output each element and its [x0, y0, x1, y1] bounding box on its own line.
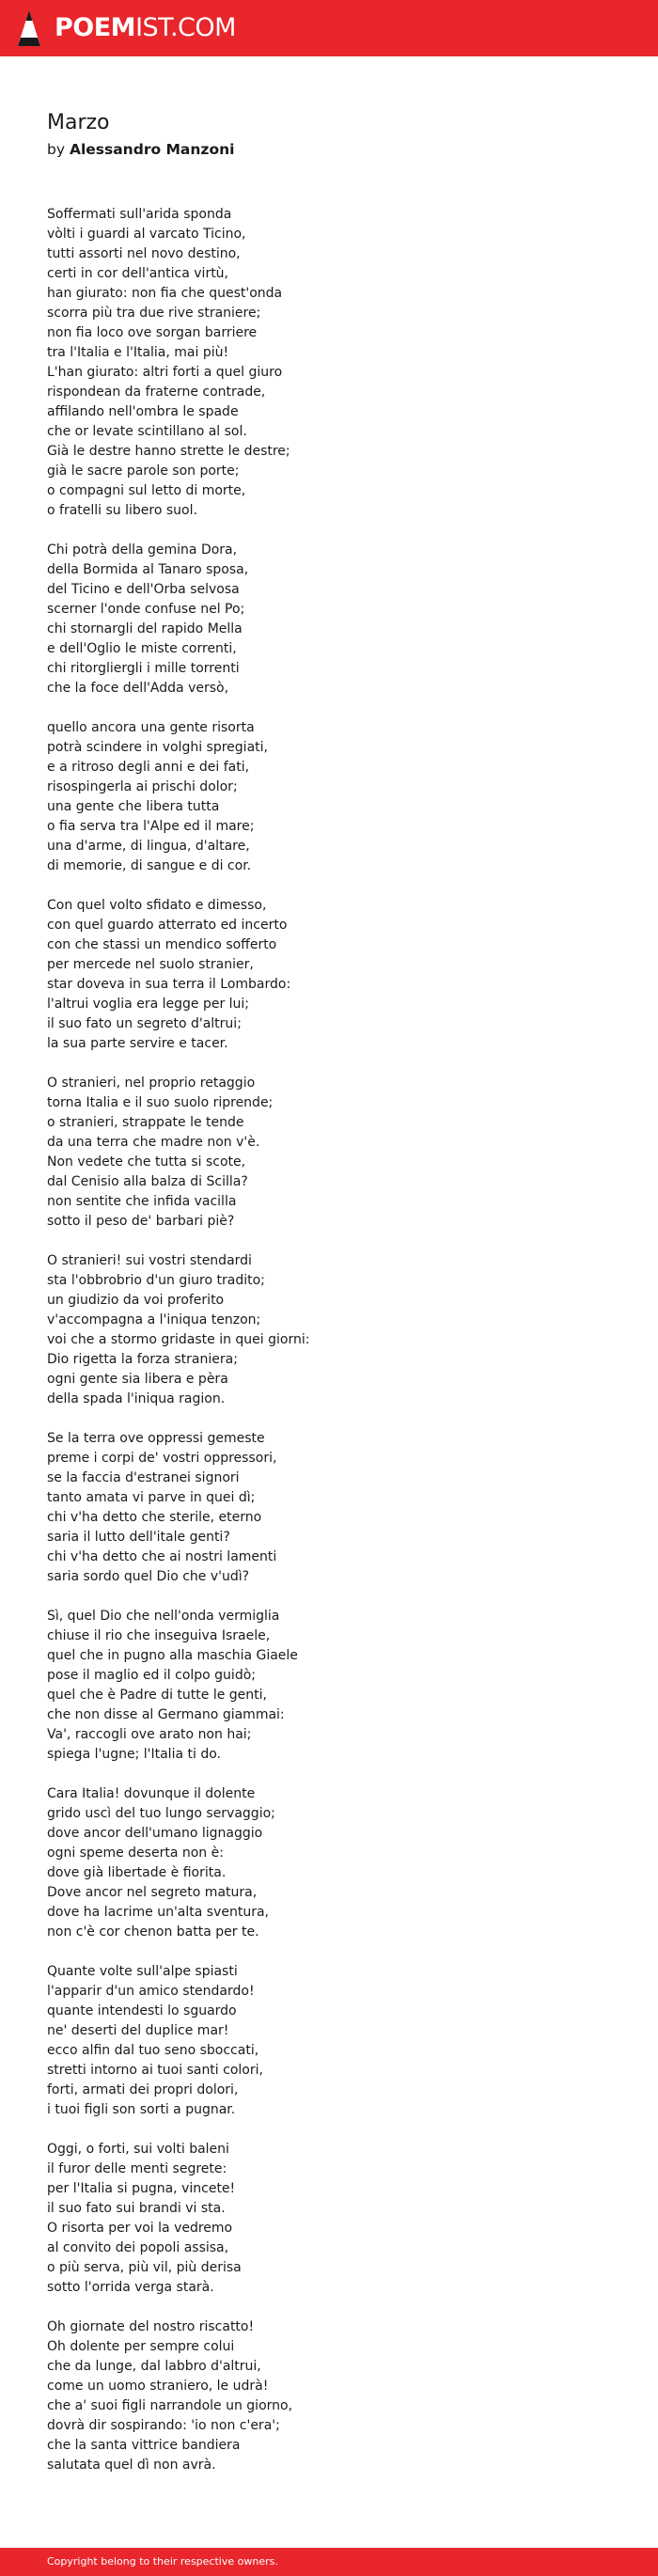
- poem-line: l'apparir d'un amico stendardo!: [47, 1984, 255, 1999]
- poem-line: non c'è cor chenon batta per te.: [47, 1924, 259, 1940]
- poem-line: Già le destre hanno strette le destre;: [47, 444, 290, 459]
- poem-line: del Ticino e dell'Orba selvosa: [47, 582, 240, 597]
- poem-line: un giudizio da voi proferito: [47, 1293, 225, 1308]
- poem-line: sotto il peso de' barbari piè?: [47, 1214, 235, 1229]
- poem-line: Non vedete che tutta si scote,: [47, 1154, 246, 1170]
- poem-stanza: [47, 1784, 630, 1942]
- poem-line: stretti intorno ai tuoi santi colori,: [47, 2063, 263, 2078]
- poem-line: Sì, quel Dio che nell'onda vermiglia: [47, 1609, 280, 1624]
- poem-line: scorra più tra due rive straniere;: [47, 306, 261, 321]
- site-footer: [0, 2548, 658, 2576]
- poem-line: che da lunge, dal labbro d'altrui,: [47, 2359, 261, 2374]
- poem-line: dal Cenisio alla balza di Scilla?: [47, 1174, 248, 1189]
- poem-line: sotto l'orrida verga starà.: [47, 2280, 214, 2295]
- logo-text: [55, 9, 236, 47]
- poem-line: che non disse al Germano giammai:: [47, 1707, 285, 1722]
- poem-line: Cara Italia! dovunque il dolente: [47, 1786, 256, 1801]
- poem-line: grido uscì del tuo lungo servaggio;: [47, 1806, 275, 1821]
- poem-line: che la santa vittrice bandiera: [47, 2438, 241, 2453]
- poem-stanza: [47, 541, 630, 699]
- poem-line: chi v'ha detto che sterile, eterno: [47, 1510, 262, 1525]
- poem-line: di memorie, di sangue e di cor.: [47, 858, 252, 873]
- poem-line: spiega l'ugne; l'Italia ti do.: [47, 1747, 221, 1762]
- poem-stanza: [47, 1429, 630, 1587]
- poem-stanza: [47, 1251, 630, 1409]
- poem-line: da una terra che madre non v'è.: [47, 1135, 260, 1150]
- poem-line: O stranieri, nel proprio retaggio: [47, 1076, 256, 1091]
- poem-line: una gente che libera tutta: [47, 799, 220, 814]
- poem-line: potrà scindere in volghi spregiati,: [47, 740, 268, 755]
- poem-line: risospingerla ai prischi dolor;: [47, 779, 238, 794]
- poem-line: voi che a stormo gridaste in quei giorni:: [47, 1332, 310, 1347]
- poem-line: ne' deserti del duplice mar!: [47, 2023, 229, 2038]
- poem-line: dove ancor dell'umano lignaggio: [47, 1826, 263, 1841]
- poem-line: saria il lutto dell'itale genti?: [47, 1530, 230, 1545]
- poem-line: Va', raccogli ove arato non hai;: [47, 1727, 252, 1742]
- poem-line: Chi potrà della gemina Dora,: [47, 542, 238, 558]
- poem-line: che or levate scintillano al sol.: [47, 424, 247, 439]
- poem-line: O stranieri! sui vostri stendardi: [47, 1253, 252, 1268]
- poem-line: chi stornargli del rapido Mella: [47, 621, 243, 636]
- poem-line: o fia serva tra l'Alpe ed il mare;: [47, 819, 255, 834]
- poem-line: quel che in pugno alla maschia Giaele: [47, 1648, 298, 1663]
- poem-line: v'accompagna a l'iniqua tenzon;: [47, 1312, 261, 1327]
- poem-title: Marzo: [47, 111, 110, 134]
- poem-stanza: [47, 1607, 630, 1765]
- poem-line: non sentite che infida vacilla: [47, 1194, 237, 1209]
- poem-line: per l'Italia si pugna, vincete!: [47, 2181, 236, 2196]
- poem-line: tutti assorti nel novo destino,: [47, 246, 241, 261]
- poem-line: per mercede nel suolo stranier,: [47, 957, 254, 972]
- poem-line: tanto amata vi parve in quei dì;: [47, 1490, 256, 1505]
- by-label: by: [47, 141, 66, 158]
- poem-line: Oh giornate del nostro riscatto!: [47, 2319, 255, 2334]
- poem-line: Oh dolente per sempre colui: [47, 2339, 235, 2354]
- poem-line: al convito dei popoli assisa,: [47, 2240, 229, 2255]
- poem-line: con quel guardo atterrato ed incerto: [47, 918, 288, 933]
- poem-line: torna Italia e il suo suolo riprende;: [47, 1095, 274, 1110]
- poem-line: Oggi, o forti, sui volti baleni: [47, 2142, 229, 2157]
- poem-line: Se la terra ove oppressi gemeste: [47, 1431, 265, 1446]
- poem-line: Con quel volto sfidato e dimesso,: [47, 898, 267, 913]
- poem-line: o stranieri, strappate le tende: [47, 1115, 244, 1130]
- poem-line: che a' suoi figli narrandole un giorno,: [47, 2398, 293, 2413]
- site-logo[interactable]: [17, 9, 236, 47]
- poem-line: se la faccia d'estranei signori: [47, 1470, 240, 1485]
- poem-line: han giurato: non fia che quest'onda: [47, 286, 283, 301]
- poem-line: il furor delle menti segrete:: [47, 2161, 227, 2176]
- poem-line: Dove ancor nel segreto matura,: [47, 1885, 258, 1900]
- poem-line: chiuse il rio che inseguiva Israele,: [47, 1628, 271, 1643]
- poem-line: e dell'Oglio le miste correnti,: [47, 641, 237, 656]
- poem-line: Quante volte sull'alpe spiasti: [47, 1964, 238, 1979]
- poem-line: con che stassi un mendico sofferto: [47, 937, 277, 952]
- pencil-logo-icon: [17, 9, 41, 47]
- poem-line: già le sacre parole son porte;: [47, 463, 240, 479]
- poem-stanza: [47, 2317, 630, 2475]
- poem-line: saria sordo quel Dio che v'udì?: [47, 1569, 250, 1584]
- poem-line: scerner l'onde confuse nel Po;: [47, 602, 245, 617]
- poem-line: il suo fato un segreto d'altrui;: [47, 1016, 242, 1031]
- poem-line: preme i corpi de' vostri oppressori,: [47, 1451, 277, 1466]
- poem-line: chi v'ha detto che ai nostri lamenti: [47, 1549, 277, 1564]
- poem-line: e a ritroso degli anni e dei fati,: [47, 760, 250, 775]
- poem-line: ecco alfin dal tuo seno sboccati,: [47, 2043, 259, 2058]
- poem-header: [47, 109, 630, 160]
- poem-body: [47, 205, 630, 2495]
- poem-line: quel che è Padre di tutte le genti,: [47, 1688, 267, 1703]
- poem-line: i tuoi figli son sorti a pugnar.: [47, 2102, 236, 2117]
- poem-line: sta l'obbrobrio d'un giuro tradito;: [47, 1273, 265, 1288]
- poem-line: star doveva in sua terra il Lombardo:: [47, 977, 291, 992]
- logo-text-bold: POEM: [55, 13, 136, 42]
- poem-stanza: [47, 718, 630, 876]
- poem-line: che la foce dell'Adda versò,: [47, 681, 229, 696]
- poem-stanza: [47, 2140, 630, 2298]
- poem-line: una d'arme, di lingua, d'altare,: [47, 839, 250, 854]
- poem-stanza: [47, 205, 630, 521]
- poem-line: tra l'Italia e l'Italia, mai più!: [47, 345, 229, 360]
- poem-line: l'altrui voglia era legge per lui;: [47, 997, 250, 1012]
- poem-line: della spada l'iniqua ragion.: [47, 1391, 226, 1406]
- poem-line: o compagni sul letto di morte,: [47, 483, 246, 498]
- logo-text-light: IST.COM: [135, 13, 236, 42]
- poem-line: affilando nell'ombra le spade: [47, 404, 239, 419]
- poem-author[interactable]: Alessandro Manzoni: [69, 141, 235, 158]
- poem-line: o più serva, più vil, più derisa: [47, 2260, 242, 2275]
- poem-line: dovrà dir sospirando: 'io non c'era';: [47, 2418, 280, 2433]
- poem-line: ogni gente sia libera e pèra: [47, 1372, 228, 1387]
- poem-line: certi in cor dell'antica virtù,: [47, 266, 229, 281]
- poem-line: quello ancora una gente risorta: [47, 720, 255, 735]
- poem-line: O risorta per voi la vedremo: [47, 2221, 233, 2236]
- poem-line: non fia loco ove sorgan barriere: [47, 325, 258, 340]
- poem-line: Dio rigetta la forza straniera;: [47, 1352, 238, 1367]
- poem-line: il suo fato sui brandi vi sta.: [47, 2201, 226, 2216]
- poem-stanza: [47, 1962, 630, 2120]
- poem-stanza: [47, 1074, 630, 1232]
- poem-line: salutata quel dì non avrà.: [47, 2458, 216, 2473]
- poem-line: forti, armati dei propri dolori,: [47, 2082, 239, 2097]
- site-header: [0, 0, 658, 56]
- copyright-text: Copyright belong to their respective owners.: [47, 2555, 278, 2568]
- poem-line: ogni speme deserta non è:: [47, 1846, 224, 1861]
- poem-byline: [47, 139, 630, 160]
- poem-line: dove già libertade è fiorita.: [47, 1865, 227, 1880]
- poem-line: Soffermati sull'arida sponda: [47, 207, 232, 222]
- poem-line: quante intendesti lo sguardo: [47, 2003, 237, 2018]
- poem-line: L'han giurato: altri forti a quel giuro: [47, 365, 283, 380]
- poem-line: della Bormida al Tanaro sposa,: [47, 562, 249, 577]
- poem-line: come un uomo straniero, le udrà!: [47, 2379, 269, 2394]
- poem-line: o fratelli su libero suol.: [47, 503, 197, 518]
- poem-line: chi ritorgliergli i mille torrenti: [47, 661, 240, 676]
- poem-line: la sua parte servire e tacer.: [47, 1036, 228, 1051]
- poem-line: vòlti i guardi al varcato Ticino,: [47, 227, 246, 242]
- poem-stanza: [47, 896, 630, 1054]
- poem-line: rispondean da fraterne contrade,: [47, 385, 266, 400]
- poem-line: pose il maglio ed il colpo guidò;: [47, 1668, 256, 1683]
- poem-line: dove ha lacrime un'alta sventura,: [47, 1905, 270, 1920]
